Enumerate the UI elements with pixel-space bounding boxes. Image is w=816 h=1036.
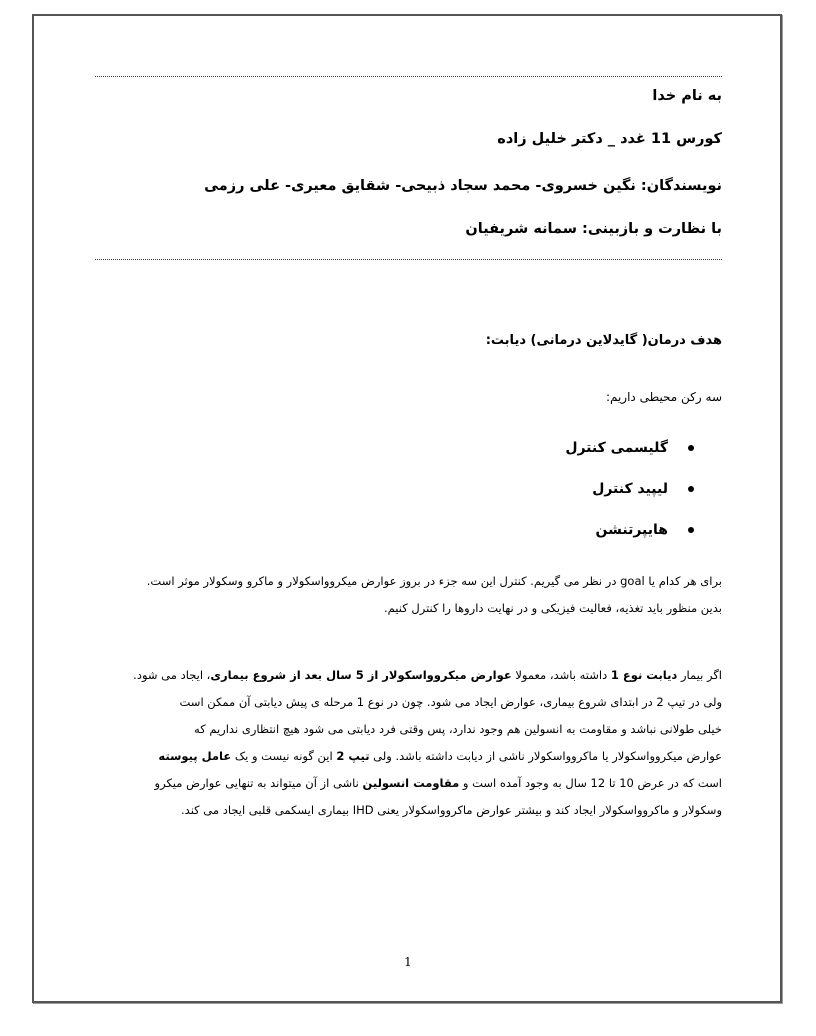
paragraph-2-line-4: عوارض میکروواسکولار یا ماکروواسکولار ناشی از دیابت داشته باشد. ولی تیپ 2 این گونه نیست و یک عامل پیوسته (158, 749, 722, 763)
header-basmala: به نام خدا (652, 88, 722, 104)
list-item-label: گلیسمی کنترل (565, 439, 668, 456)
bullet-icon (688, 445, 694, 451)
list-item (95, 427, 722, 468)
paragraph-2-line-1: اگر بیمار دیابت نوع 1 داشته باشد، معمولا عوارض میکروواسکولار از 5 سال بعد از شروع بیماری، ایجاد می شود. (133, 668, 722, 682)
list-item (95, 509, 722, 550)
header-authors: نویسندگان: نگین خسروی- محمد سجاد ذبیحی- شقایق معیری- علی رزمی (204, 178, 722, 194)
bullet-icon (688, 527, 694, 533)
list-item-label: هایپرتنشن (595, 521, 668, 538)
bullet-list (95, 427, 722, 550)
section-title: هدف درمان( گایدلاین درمانی) دیابت: (485, 333, 722, 348)
paragraph-2-line-2: ولی در تیپ 2 در ابتدای شروع بیماری، عوارض ایجاد می شود. چون در نوع 1 مرحله ی پیش دیابتی آن ممکن است (179, 695, 722, 709)
paragraph-2-line-5: است که در عرض 10 تا 12 سال به وجود آمده است و مقاومت انسولین ناشی از آن میتواند به تنهایی عوارض میکرو (154, 776, 722, 790)
top-divider (95, 76, 722, 77)
header-course: کورس 11 غدد _ دکتر خلیل زاده (497, 131, 722, 147)
bottom-divider (95, 259, 722, 260)
paragraph-2 (95, 662, 722, 824)
paragraph-1-line-2: بدین منظور باید تغذیه، فعالیت فیزیکی و در نهایت داروها را کنترل کنیم. (384, 601, 722, 615)
list-item-label: لیپید کنترل (592, 480, 668, 497)
header-supervisor: با نظارت و بازبینی: سمانه شریفیان (465, 221, 722, 237)
paragraph-2-line-6: وسکولار و ماکروواسکولار ایجاد کند و بیشتر عوارض ماکروواسکولار یعنی IHD بیماری ایسکمی قلبی ایجاد می کند. (181, 803, 722, 817)
bullet-icon (688, 486, 694, 492)
paragraph-1 (95, 568, 722, 622)
paragraph-2-line-3: خیلی طولانی نباشد و مقاومت به انسولین هم وجود ندارد، پس وقتی فرد دیابتی می شود هیچ انتظاری نداریم که (194, 722, 722, 736)
list-item (95, 468, 722, 509)
page-number: 1 (404, 955, 412, 969)
paragraph-1-line-1: برای هر کدام یا goal در نظر می گیریم. کنترل این سه جزء در بروز عوارض میکروواسکولار و ماکرو وسکولار موثر است. (146, 574, 722, 588)
section-intro: سه رکن محیطی داریم: (605, 390, 722, 404)
